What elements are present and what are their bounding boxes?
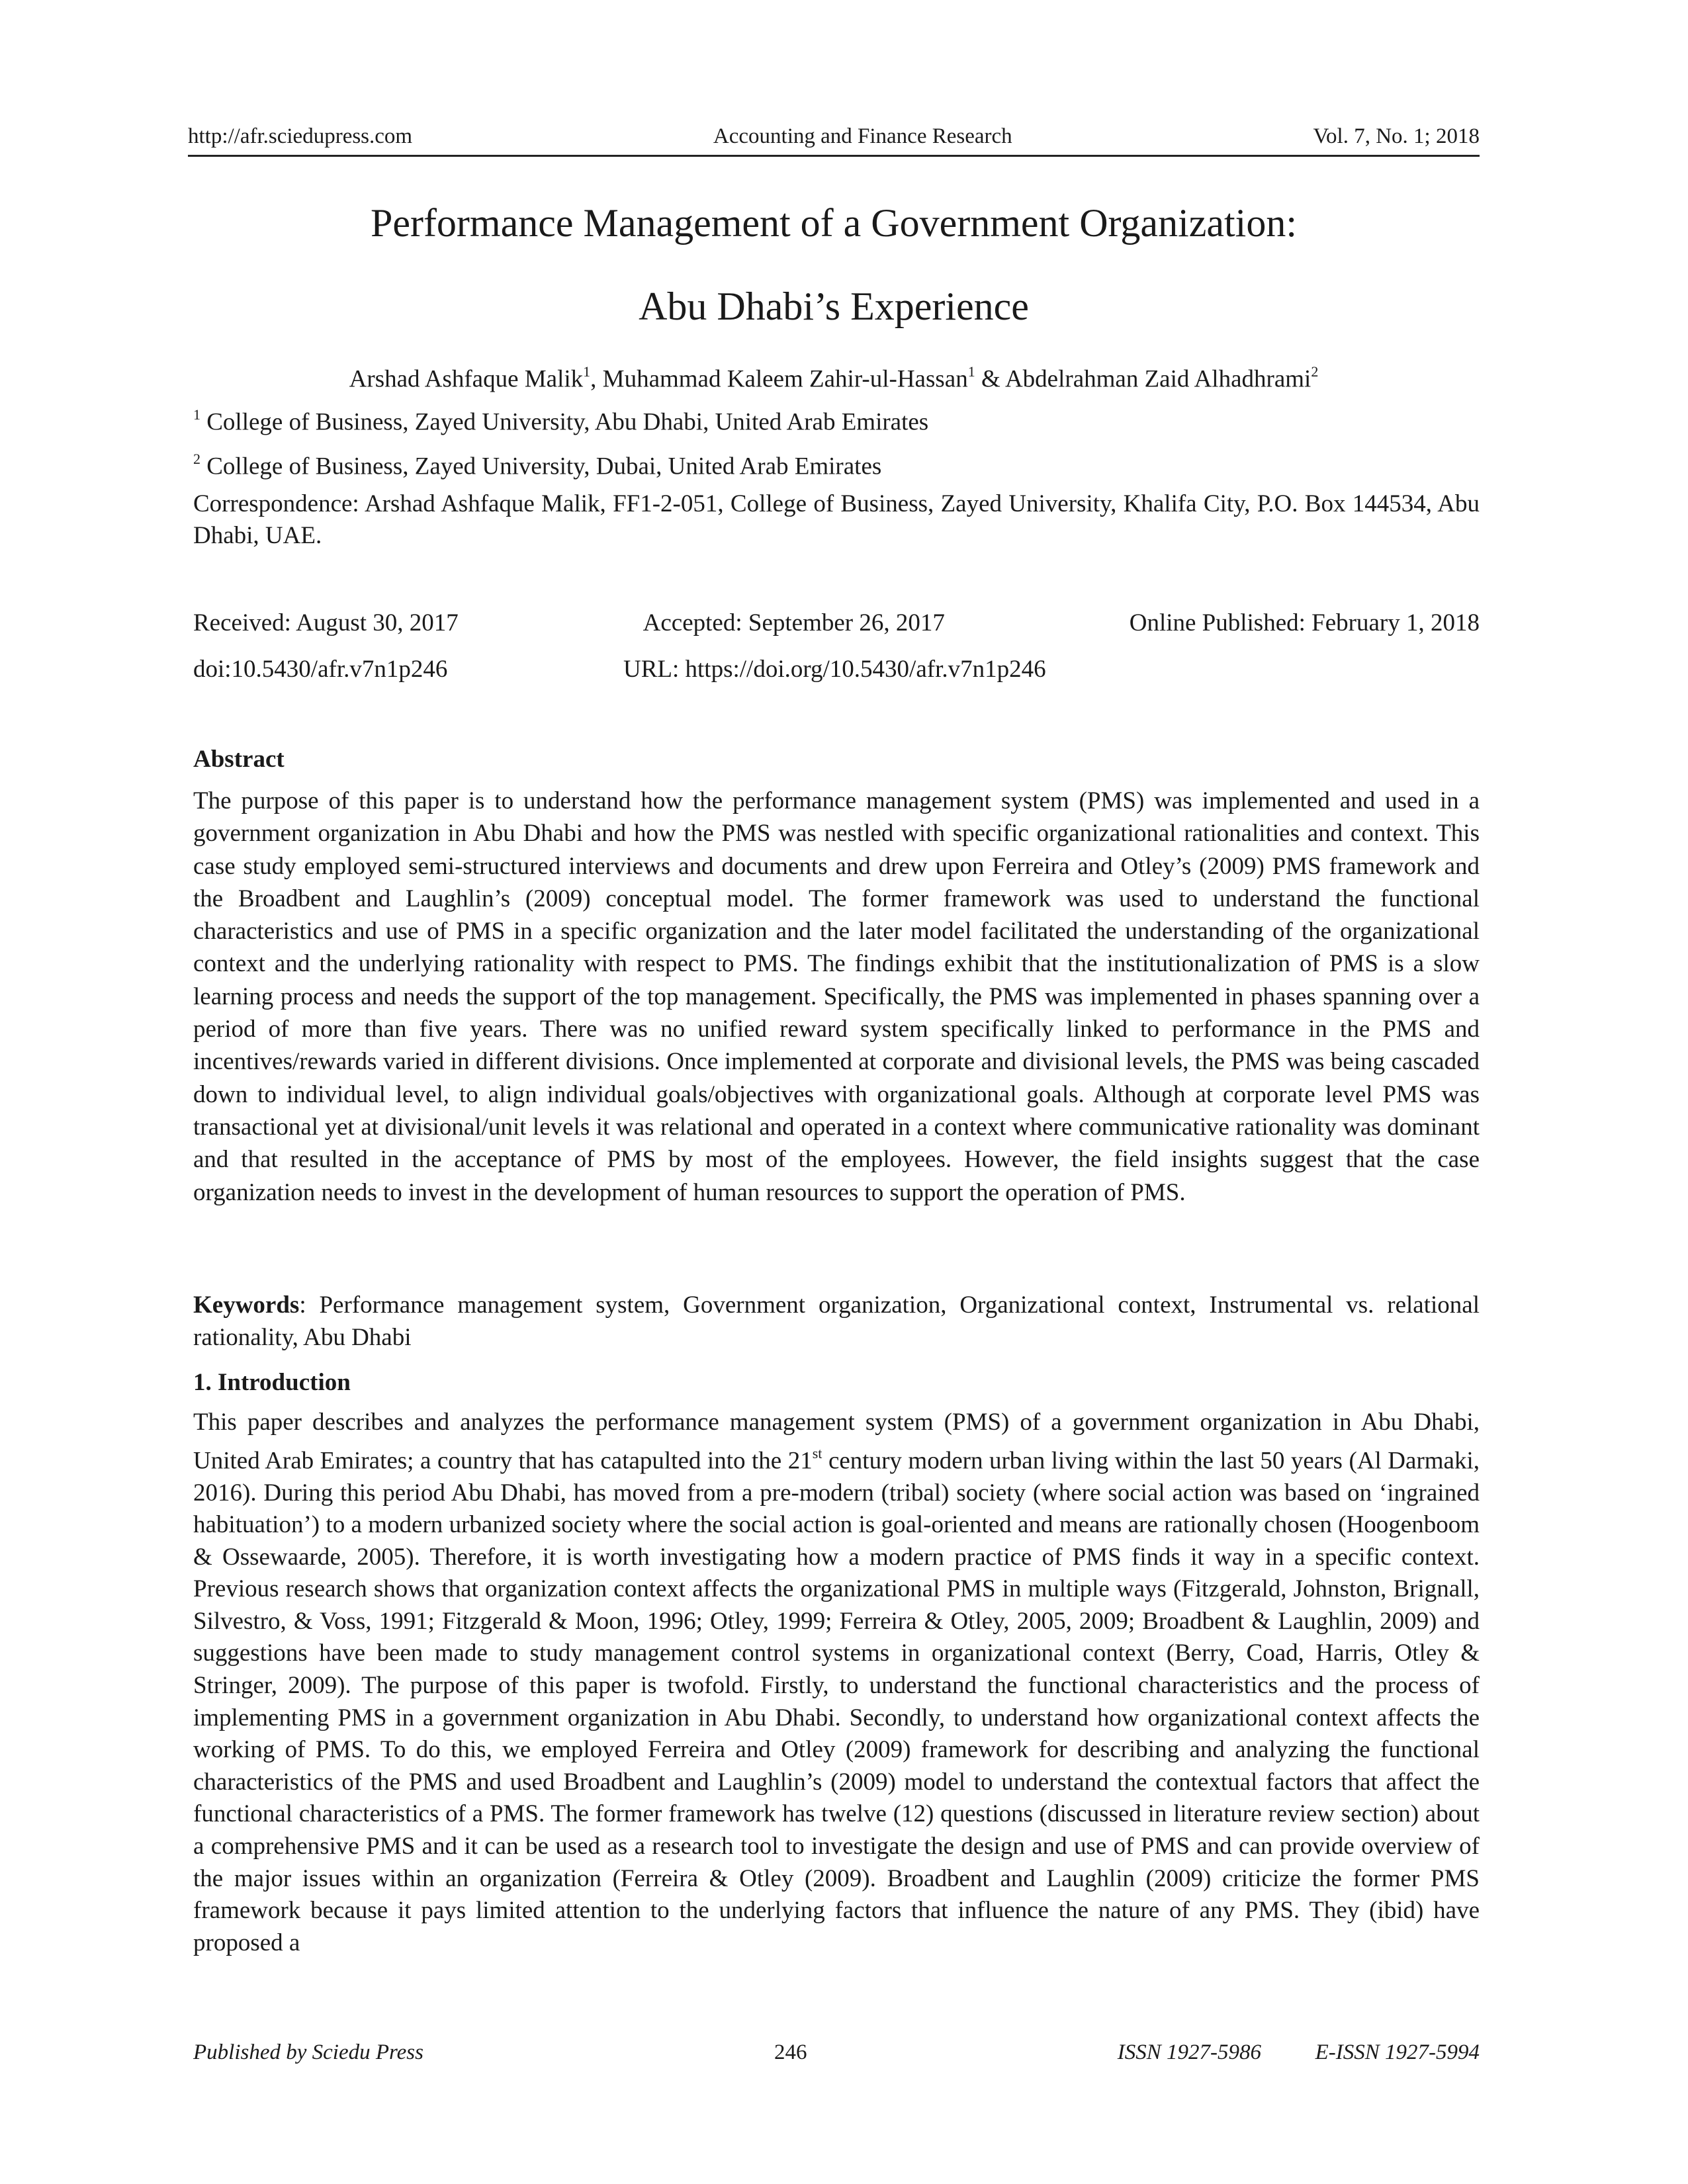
paper-title-line-1: Performance Management of a Government Organization:: [370, 201, 1298, 245]
issn: ISSN 1927-5986: [1117, 2040, 1261, 2064]
published-date: Online Published: February 1, 2018: [1129, 609, 1480, 636]
received-date: Received: August 30, 2017: [193, 609, 459, 636]
journal-name: Accounting and Finance Research: [713, 124, 1012, 148]
volume-info: Vol. 7, No. 1; 2018: [1313, 124, 1480, 148]
author-affil-mark: 2: [1311, 363, 1319, 380]
ordinal-suffix: st: [812, 1444, 822, 1462]
affiliation-1: [193, 400, 1480, 438]
intro-text-part-2: century modern urban living within the last 50 years (Al Darmaki, 2016). During this period Abu Dhabi, has moved from a pre-modern (tribal) society (where social action was based on ‘ingrained habituation’) to a modern urbanized society where the social action is goal-oriented and means are rationally chosen (Hoogenboom & Ossewaarde, 2005). Therefore, it is worth investigating how a modern practice of PMS finds it way in a specific context. Previous research shows that organization context affects the organizational PMS in multiple ways (Fitzgerald, Johnston, Brignall, Silvestro, & Voss, 1991; Fitzgerald & Moon, 1996; Otley, 1999; Ferreira & Otley, 2005, 2009; Broadbent & Laughlin, 2009) and suggestions have been made to study management control systems in organizational context (Berry, Coad, Harris, Otley & Stringer, 2009). The purpose of this paper is twofold. Firstly, to understand the functional characteristics and the process of implementing PMS in a government organization in Abu Dhabi. Secondly, to understand how organizational context affects the working of PMS. To do this, we employed Ferreira and Otley (2009) framework for describing and analyzing the functional characteristics of the PMS and used Broadbent and Laughlin’s (2009) model to understand the contextual factors that affect the functional characteristics of a PMS. The former framework has twelve (12) questions (discussed in literature review section) about a comprehensive PMS and it can be used as a research tool to investigate the design and use of PMS and can provide overview of the major issues within an organization (Ferreira & Otley (2009). Broadbent and Laughlin (2009) criticize the former PMS framework because it pays limited attention to the underlying factors that influence the nature of any PMS. They (ibid) have proposed a: [193, 1446, 1480, 1956]
doi-text: doi:10.5430/afr.v7n1p246: [193, 656, 448, 683]
abstract-text: The purpose of this paper is to understand how the performance management system (PMS) was implemented and used in a government organization in Abu Dhabi and how the PMS was nestled with specific organizational rationalities and context. This case study employed semi-structured interviews and documents and drew upon Ferreira and Otley’s (2009) PMS framework and the Broadbent and Laughlin’s (2009) conceptual model. The former framework was used to understand the functional characteristics and use of PMS in a specific organization and the later model facilitated the understanding of the organizational context and the underlying rationality with respect to PMS. The findings exhibit that the institutionalization of PMS is a slow learning process and needs the support of the top management. Specifically, the PMS was implemented in phases spanning over a period of more than five years. There was no unified reward system specifically linked to performance in the PMS and incentives/rewards varied in different divisions. Once implemented at corporate and divisional levels, the PMS was being cascaded down to individual level, to align individual goals/objectives with organizational goals. Although at corporate level PMS was transactional yet at divisional/unit levels it was relational and operated in a context where communicative rationality was dominant and that resulted in the acceptance of PMS by most of the employees. However, the field insights suggest that the case organization needs to invest in the development of human resources to support the operation of PMS.: [193, 787, 1480, 1206]
affiliation-number: 1: [193, 406, 200, 423]
author-affil-mark: 1: [967, 363, 975, 380]
author-name: Muhammad Kaleem Zahir-ul-Hassan: [602, 365, 968, 393]
publisher-credit: Published by Sciedu Press: [193, 2040, 423, 2064]
abstract-heading: Abstract: [193, 746, 285, 773]
doi-row: [193, 654, 1480, 685]
affiliation-number: 2: [193, 451, 200, 467]
author-name: Abdelrahman Zaid Alhadhrami: [1004, 365, 1311, 393]
keywords-text: : Performance management system, Government organization, Organizational context, Instrumental vs. relational rationality, Abu Dhabi: [193, 1291, 1480, 1351]
keywords-label: Keywords: [193, 1291, 300, 1319]
keywords: [193, 1289, 1480, 1354]
publication-dates: [193, 607, 1480, 639]
affiliation-2: [193, 445, 1480, 482]
author-separator: ,: [590, 365, 603, 393]
affiliation-text: College of Business, Zayed University, Dubai, United Arab Emirates: [200, 453, 882, 480]
eissn: E-ISSN 1927-5994: [1315, 2040, 1480, 2064]
author-name: Arshad Ashfaque Malik: [349, 365, 584, 393]
introduction-paragraph: [193, 1407, 1480, 1959]
correspondence: Correspondence: Arshad Ashfaque Malik, FF1-2-051, College of Business, Zayed University, Khalifa City, P.O. Box 144534, Abu Dhabi, UAE.: [193, 490, 1480, 549]
section-heading-introduction: 1. Introduction: [193, 1369, 351, 1396]
affiliation-text: College of Business, Zayed University, Abu Dhabi, United Arab Emirates: [200, 408, 929, 436]
author-affil-mark: 1: [583, 363, 591, 380]
running-header: [188, 123, 1480, 157]
author-list: [188, 357, 1480, 395]
page-number: 246: [774, 2040, 807, 2064]
journal-url-link[interactable]: http://afr.sciedupress.com: [188, 124, 413, 148]
intro-text-part-1: This paper describes and analyzes the performance management system (PMS) of a government organization in Abu Dhabi, United Arab Emirates; a country that has catapulted into the 21: [193, 1409, 1480, 1474]
doi-url-link[interactable]: URL: https://doi.org/10.5430/afr.v7n1p246: [623, 656, 1046, 683]
paper-title-line-2: Abu Dhabi’s Experience: [639, 284, 1029, 328]
accepted-date: Accepted: September 26, 2017: [643, 609, 945, 636]
author-separator: &: [975, 365, 1005, 393]
